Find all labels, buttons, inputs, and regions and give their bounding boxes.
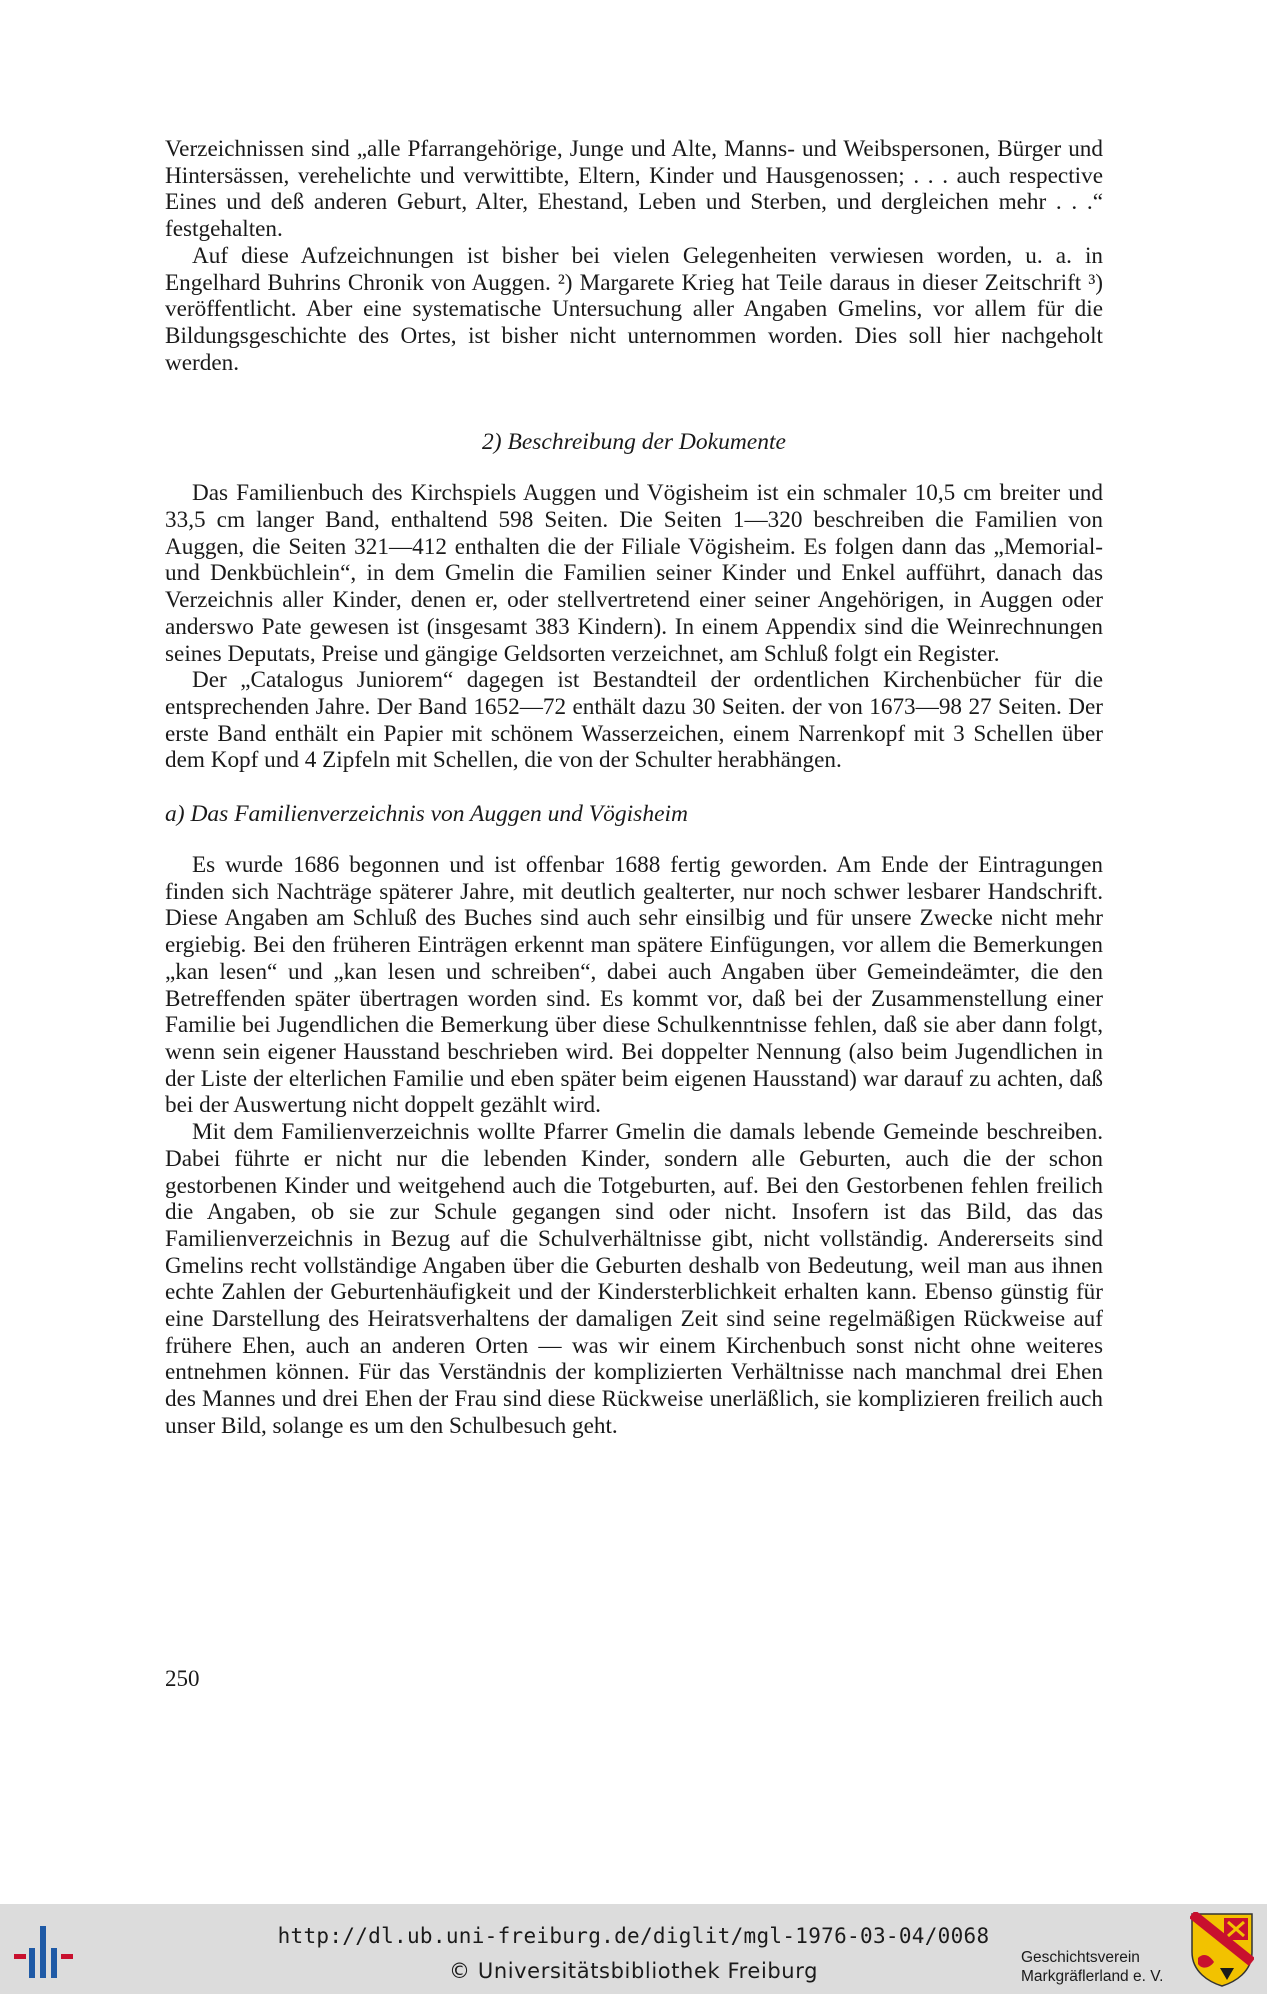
society-line-1: Geschichtsverein xyxy=(1021,1949,1140,1966)
footer-url-link[interactable]: http://dl.ub.uni-freiburg.de/diglit/mgl-1976-03-04/0068 xyxy=(277,1924,990,1948)
body-paragraph: Verzeichnissen sind „alle Pfarrangehörige, Junge und Alte, Manns- und Weibspersonen, Bürger und Hintersässen, verehelichte und verwittibte, Eltern, Kinder und Hausgenossen; . . . auch respective Eines und deß anderen Geburt, Alter, Ehestand, Leben und Sterben, und dergleichen mehr . . .“ festgehalten. xyxy=(165,136,1103,243)
section-heading: 2) Beschreibung der Dokumente xyxy=(482,429,786,456)
document-page xyxy=(165,136,1103,1440)
footer-bar xyxy=(0,1904,1267,1994)
page-number: 250 xyxy=(165,1666,200,1691)
subsection-heading: a) Das Familienverzeichnis von Auggen und Vögisheim xyxy=(165,801,689,828)
coat-of-arms-icon xyxy=(1190,1912,1254,1988)
society-line-2: Markgräflerland e. V. xyxy=(1021,1968,1164,1985)
body-paragraph: Es wurde 1686 begonnen und ist offenbar 1688 fertig geworden. Am Ende der Eintragungen finden sich Nachträge späterer Jahre, mit deutlich gealterter, nur noch schwer lesbarer Handschrift. Diese Angaben am Schluß des Buches sind auch sehr einsilbig und für unsere Zwecke nicht mehr ergiebig. Bei den früheren Einträgen erkennt man spätere Einfügungen, vor allem die Bemerkungen „kan lesen“ und „kan lesen und schreiben“, dabei auch Angaben über Gemeindeämter, die den Betreffenden später übertragen worden sind. Es kommt vor, daß bei der Zusammenstellung einer Familie bei Jugendlichen die Bemerkung über diese Schulkenntnisse fehlen, daß sie aber dann folgt, wenn sein eigener Hausstand beschrieben wird. Bei doppelter Nennung (also beim Jugendlichen in der Liste der elterlichen Familie und eben später beim eigenen Hausstand) war darauf zu achten, daß bei der Auswertung nicht doppelt gezählt wird. xyxy=(165,852,1103,1119)
footer-copyright: © Universitätsbibliothek Freiburg xyxy=(448,1959,819,1983)
body-paragraph: Mit dem Familienverzeichnis wollte Pfarrer Gmelin die damals lebende Gemeinde beschreiben. Dabei führte er nicht nur die lebenden Kinder, sondern alle Geburten, auch die der schon gestorbenen Kinder und weitgehend auch die Totgeburten, auf. Bei den Gestorbenen fehlen freilich die Angaben, ob sie zur Schule gegangen sind oder nicht. Insofern ist das Bild, das das Familienverzeichnis in Bezug auf die Schulverhältnisse gibt, nicht vollständig. Andererseits sind Gmelins recht vollständige Angaben über die Geburten deshalb von Bedeutung, weil man aus ihnen echte Zahlen der Geburtenhäufigkeit und der Kindersterblichkeit erhalten kann. Ebenso günstig für eine Darstellung des Heiratsverhaltens der damaligen Zeit sind seine regelmäßigen Rückweise auf frühere Ehen, auch an anderen Orten — was wir einem Kirchenbuch sonst nicht ohne weiteres entnehmen können. Für das Verständnis der komplizierten Verhältnisse nach manchmal drei Ehen des Mannes und drei Ehen der Frau sind diese Rückweise unerläßlich, sie komplizieren freilich auch unser Bild, solange es um den Schulbesuch geht. xyxy=(165,1119,1103,1439)
body-paragraph: Der „Catalogus Juniorem“ dagegen ist Bestandteil der ordentlichen Kirchenbücher für die entsprechenden Jahre. Der Band 1652—72 enthält dazu 30 Seiten. der von 1673—98 27 Seiten. Der erste Band enthält ein Papier mit schönem Wasserzeichen, einem Narrenkopf mit 3 Schellen über dem Kopf und 4 Zipfeln mit Schellen, die von der Schulter herabhängen. xyxy=(165,667,1103,774)
body-paragraph: Auf diese Aufzeichnungen ist bisher bei vielen Gelegenheiten verwiesen worden, u. a. in Engelhard Buhrins Chronik von Auggen. ²) Margarete Krieg hat Teile daraus in dieser Zeitschrift ³) veröffentlicht. Aber eine systematische Untersuchung aller Angaben Gmelins, vor allem für die Bildungsgeschichte des Ortes, ist bisher nicht unternommen worden. Dies soll hier nachgeholt werden. xyxy=(165,242,1103,376)
society-name xyxy=(1021,1948,1191,1986)
body-paragraph: Das Familienbuch des Kirchspiels Auggen und Vögisheim ist ein schmaler 10,5 cm breiter und 33,5 cm langer Band, enthaltend 598 Seiten. Die Seiten 1—320 beschreiben die Familien von Auggen, die Seiten 321—412 enthalten die der Filiale Vögisheim. Es folgen dann das „Memorial- und Denkbüchlein“, in dem Gmelin die Familien seiner Kinder und Enkel aufführt, danach das Verzeichnis aller Kinder, denen er, oder stellvertretend einer seiner Angehörigen, in Auggen oder anderswo Pate gewesen ist (insgesamt 383 Kindern). In einem Appendix sind die Weinrechnungen seines Deputats, Preise und gängige Geldsorten verzeichnet, am Schluß folgt ein Register. xyxy=(165,480,1103,667)
